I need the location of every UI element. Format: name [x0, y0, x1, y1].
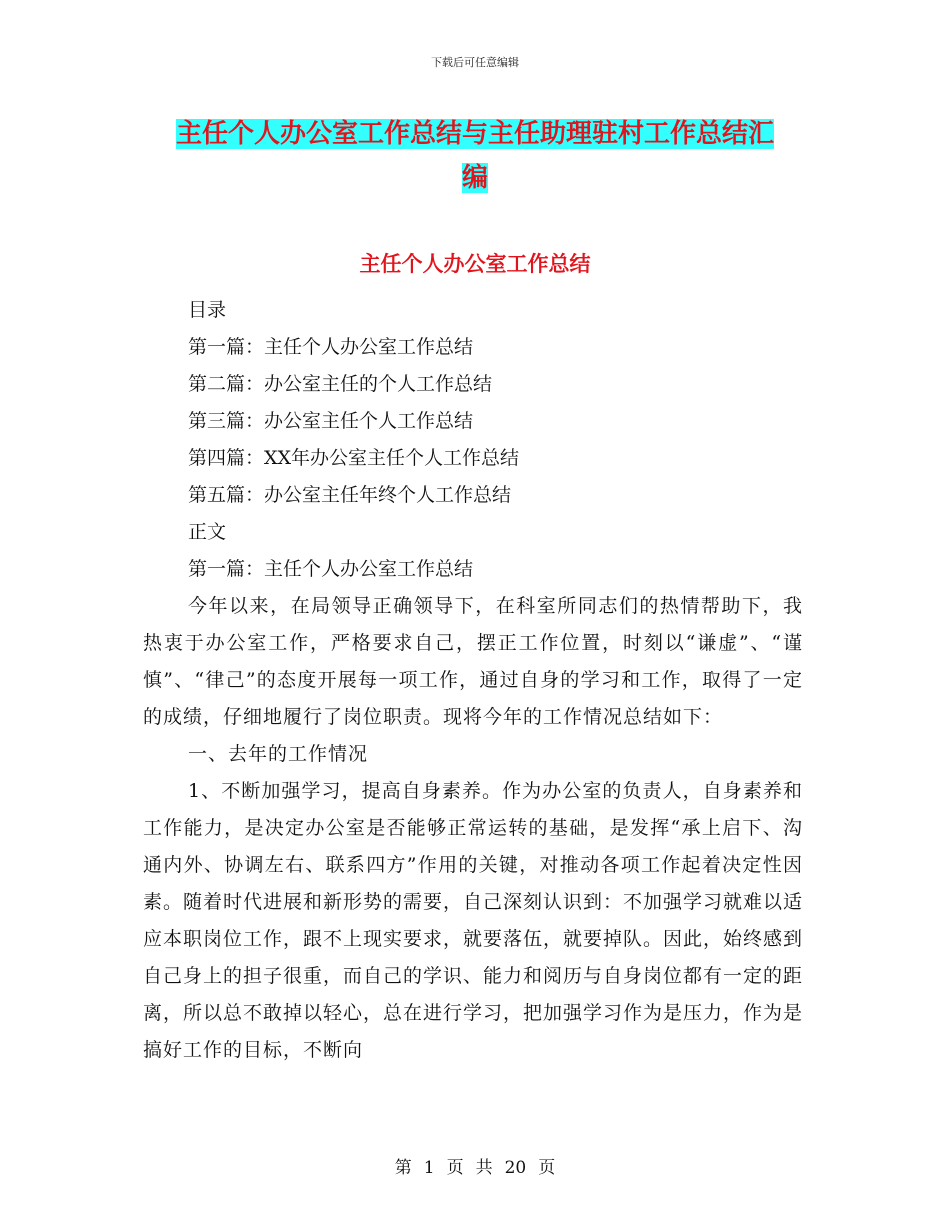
- page-footer: [0, 1153, 950, 1178]
- footer-total-pages: 20: [504, 1158, 527, 1178]
- footer-label-total: 共: [475, 1158, 493, 1178]
- paragraph: 今年以来，在局领导正确领导下，在科室所同志们的热情帮助下，我热衷于办公室工作，严格要求自己，摆正工作位置，时刻以“谦虚”、“谨慎”、“律己”的态度开展每一项工作，通过自身的学习和工作，取得了一定的成绩，仔细地履行了岗位职责。现将今年的工作情况总结如下：: [143, 595, 803, 728]
- toc-item: 第四篇：XX年办公室主任个人工作总结: [188, 447, 520, 469]
- document-body: [143, 292, 803, 1069]
- header-note: 下载后可任意编辑: [431, 56, 519, 69]
- footer-current-page: 1: [423, 1158, 435, 1178]
- footer-label-of: 页: [446, 1158, 464, 1178]
- section-title: 主任个人办公室工作总结: [359, 252, 591, 276]
- main-title: [140, 112, 810, 200]
- toc-item: 第三篇：办公室主任个人工作总结: [188, 410, 474, 432]
- paragraph: 1、不断加强学习，提高自身素养。作为办公室的负责人，自身素养和工作能力，是决定办公室是否能够正常运转的基础，是发挥“承上启下、沟通内外、协调左右、联系四方”作用的关键，对推动各项工作起着决定性因素。随着时代进展和新形势的需要，自己深刻认识到：不加强学习就难以适应本职岗位工作，跟不上现实要求，就要落伍，就要掉队。因此，始终感到自己身上的担子很重，而自己的学识、能力和阅历与自身岗位都有一定的距离，所以总不敢掉以轻心，总在进行学习，把加强学习作为是压力，作为是搞好工作的目标，不断向: [143, 780, 804, 1061]
- chapter-heading: 第一篇：主任个人办公室工作总结: [188, 558, 474, 580]
- toc-item: 第一篇：主任个人办公室工作总结: [188, 336, 474, 358]
- toc-heading: 目录: [188, 299, 227, 321]
- footer-label-page: 第: [394, 1158, 412, 1178]
- main-title-line-1: 主任个人办公室工作总结与主任助理驻村工作总结汇: [175, 119, 774, 149]
- footer-label-end: 页: [538, 1158, 556, 1178]
- toc-item: 第二篇：办公室主任的个人工作总结: [188, 373, 493, 395]
- section-heading: 一、去年的工作情况: [188, 743, 369, 765]
- toc-item: 第五篇：办公室主任年终个人工作总结: [188, 484, 512, 506]
- main-title-line-2: 编: [461, 163, 488, 193]
- body-heading: 正文: [188, 521, 227, 543]
